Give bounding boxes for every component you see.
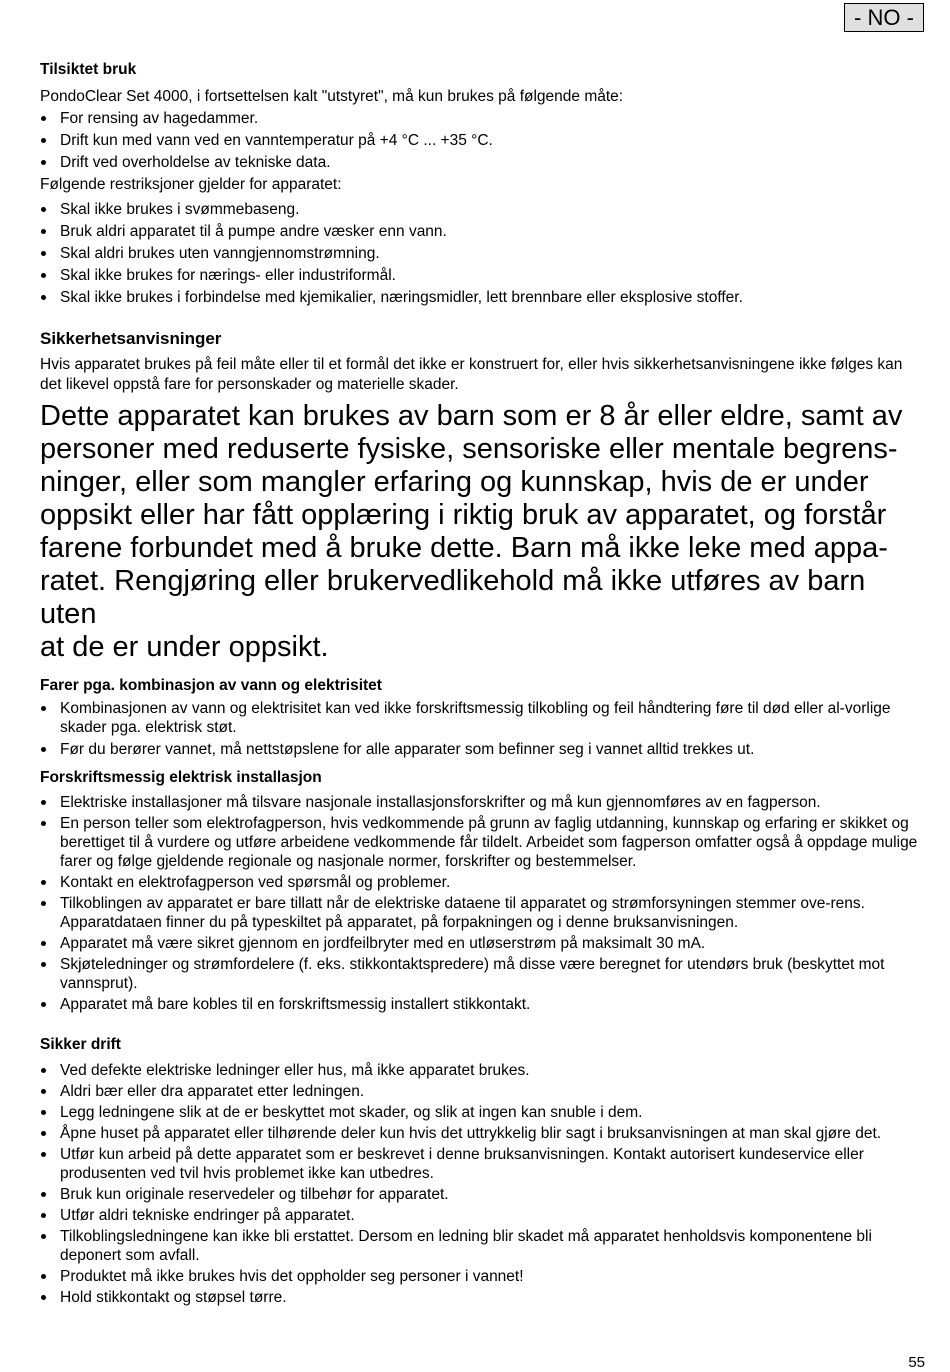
safe-operation-heading: Sikker drift: [40, 1036, 121, 1053]
list-item: Kombinasjonen av vann og elektrisitet kan ved ikke forskriftsmessig tilkobling og feil håndtering føre til død eller al-vorlige skader pga. elektrisk støt.: [40, 699, 928, 737]
list-item: Åpne huset på apparatet eller tilhørende deler kun hvis det uttrykkelig blir sagt i bruksanvisningen at man skal gjøre det.: [40, 1124, 928, 1143]
list-item: Kontakt en elektrofagperson ved spørsmål og problemer.: [40, 873, 928, 892]
list-item: En person teller som elektrofagperson, hvis vedkommende på grunn av faglig utdanning, kunnskap og erfaring er skikket og berettiget til å vurdere og utføre arbeidene vedkommende får tildelt. Arbeidet som fagperson omfatter også å oppdage mulige farer og følge gjeldende regionale og nasjonale normer, forskrifter og bestemmelser.: [40, 814, 928, 871]
list-item: Tilkoblingsledningene kan ikke bli erstattet. Dersom en ledning blir skadet må apparatet henholdsvis komponentene bli deponert som avfall.: [40, 1227, 928, 1265]
list-item: Skjøteledninger og strømfordelere (f. eks. stikkontaktspredere) må disse være beregnet for utendørs bruk (beskyttet mot vannsprut).: [40, 955, 928, 993]
restrictions-list: [40, 200, 928, 307]
list-item: Aldri bær eller dra apparatet etter ledningen.: [40, 1082, 928, 1101]
notice-line: ninger, eller som mangler erfaring og kunnskap, hvis de er under: [40, 466, 869, 498]
list-item: Utfør aldri tekniske endringer på apparatet.: [40, 1206, 928, 1225]
electrical-installation-heading: Forskriftsmessig elektrisk installasjon: [40, 769, 322, 786]
water-electricity-list: [40, 699, 928, 759]
list-item: Produktet må ikke brukes hvis det oppholder seg personer i vannet!: [40, 1267, 928, 1286]
list-item: Bruk aldri apparatet til å pumpe andre væsker enn vann.: [40, 222, 928, 241]
list-item: Legg ledningene slik at de er beskyttet mot skader, og slik at ingen kan snuble i dem.: [40, 1103, 928, 1122]
children-safety-notice: [40, 400, 928, 664]
intended-use-heading: Tilsiktet bruk: [40, 61, 137, 78]
list-item: Elektriske installasjoner må tilsvare nasjonale installasjonsforskrifter og må kun gjennomføres av en fagperson.: [40, 793, 928, 812]
notice-line: ratet. Rengjøring eller brukervedlikehold må ikke utføres av barn uten: [40, 565, 866, 630]
page-content: [40, 60, 928, 1307]
safe-operation-list: [40, 1061, 928, 1307]
list-item: Hold stikkontakt og støpsel tørre.: [40, 1288, 928, 1307]
notice-line: at de er under oppsikt.: [40, 631, 329, 663]
water-electricity-heading: Farer pga. kombinasjon av vann og elektrisitet: [40, 677, 382, 694]
list-item: Skal ikke brukes i svømmebaseng.: [40, 200, 928, 219]
notice-line: personer med reduserte fysiske, sensoriske eller mentale begrens-: [40, 433, 898, 465]
safety-intro: Hvis apparatet brukes på feil måte eller til et formål det ikke er konstruert for, eller hvis sikkerhetsanvisningene ikke følges kan det likevel oppstå fare for personskader og materielle skader.: [40, 356, 903, 393]
language-label: - NO -: [844, 3, 924, 32]
list-item: Apparatet må være sikret gjennom en jordfeilbryter med en utløserstrøm på maksimalt 30 mA.: [40, 934, 928, 953]
page-number: 55: [908, 1354, 925, 1371]
list-item: Bruk kun originale reservedeler og tilbehør for apparatet.: [40, 1185, 928, 1204]
notice-line: farene forbundet med å bruke dette. Barn må ikke leke med appa-: [40, 532, 888, 564]
list-item: Skal ikke brukes i forbindelse med kjemikalier, næringsmidler, lett brennbare eller eksplosive stoffer.: [40, 288, 928, 307]
safety-heading: Sikkerhetsanvisninger: [40, 329, 222, 348]
list-item: Skal ikke brukes for nærings- eller industriformål.: [40, 266, 928, 285]
electrical-installation-list: [40, 793, 928, 1014]
list-item: Tilkoblingen av apparatet er bare tillatt når de elektriske dataene til apparatet og strømforsyningen stemmer ove-rens. Apparatdataen finner du på typeskiltet på apparatet, på forpakningen og i denne bruksanvisningen.: [40, 894, 928, 932]
list-item: Apparatet må bare kobles til en forskriftsmessig installert stikkontakt.: [40, 995, 928, 1014]
list-item: Skal aldri brukes uten vanngjennomstrømning.: [40, 244, 928, 263]
restrictions-intro: Følgende restriksjoner gjelder for apparatet:: [40, 176, 342, 193]
intended-use-intro: PondoClear Set 4000, i fortsettelsen kalt "utstyret", må kun brukes på følgende måte:: [40, 88, 624, 105]
intended-use-list: [40, 109, 928, 172]
list-item: Drift ved overholdelse av tekniske data.: [40, 153, 928, 172]
notice-line: Dette apparatet kan brukes av barn som er 8 år eller eldre, samt av: [40, 400, 903, 432]
list-item: Drift kun med vann ved en vanntemperatur på +4 °C ... +35 °C.: [40, 131, 928, 150]
list-item: Ved defekte elektriske ledninger eller hus, må ikke apparatet brukes.: [40, 1061, 928, 1080]
notice-line: oppsikt eller har fått opplæring i riktig bruk av apparatet, og forstår: [40, 499, 887, 531]
list-item: Utfør kun arbeid på dette apparatet som er beskrevet i denne bruksanvisningen. Kontakt autorisert kundeservice eller produsenten ved tvil hvis problemet ikke kan utbedres.: [40, 1145, 928, 1183]
list-item: For rensing av hagedammer.: [40, 109, 928, 128]
list-item: Før du berører vannet, må nettstøpslene for alle apparater som befinner seg i vannet alltid trekkes ut.: [40, 740, 928, 759]
